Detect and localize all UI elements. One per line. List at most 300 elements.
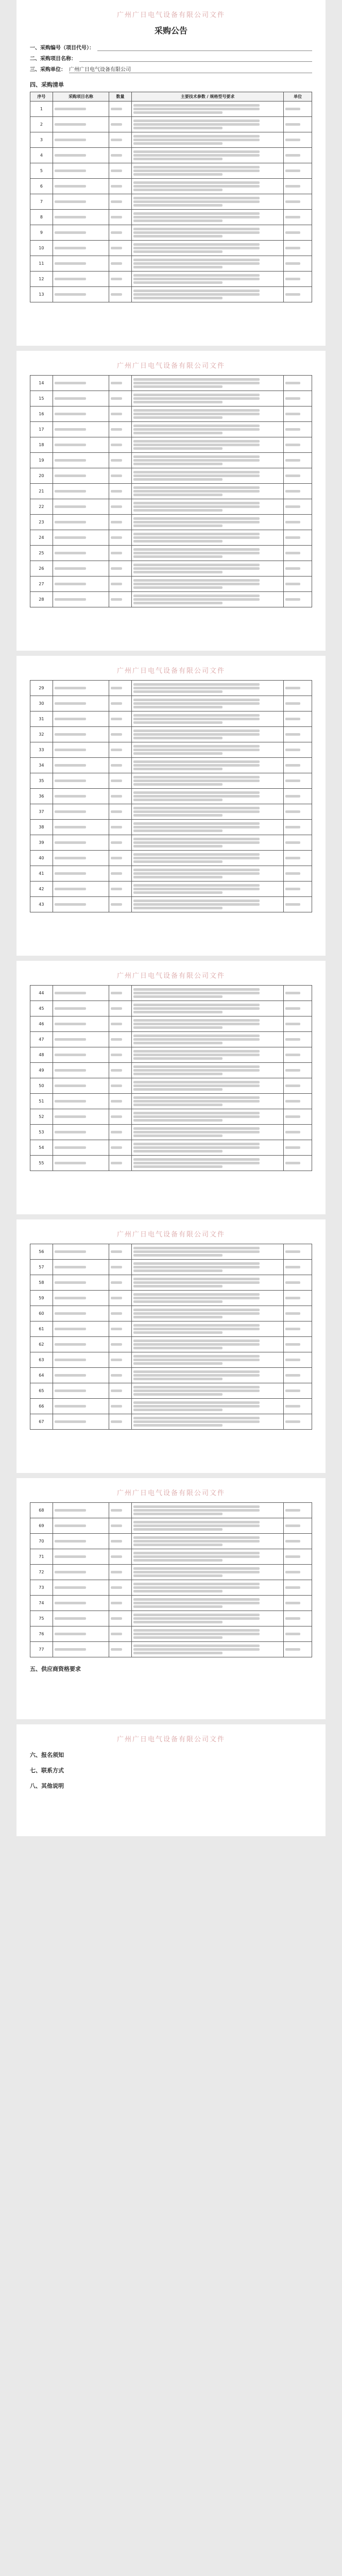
illegible-text-placeholder bbox=[133, 1648, 260, 1651]
cell-spec bbox=[131, 1580, 283, 1596]
cell-spec bbox=[131, 256, 283, 272]
illegible-text-placeholder bbox=[133, 1645, 260, 1647]
illegible-text-placeholder bbox=[133, 297, 223, 299]
cell-spec bbox=[131, 132, 283, 148]
cell-qty bbox=[109, 1518, 132, 1534]
cell-name bbox=[53, 711, 109, 727]
illegible-text-placeholder bbox=[55, 1162, 86, 1164]
cell-qty bbox=[109, 484, 132, 499]
illegible-text-placeholder bbox=[285, 1162, 300, 1164]
cell-spec bbox=[131, 530, 283, 546]
illegible-text-placeholder bbox=[133, 1104, 223, 1106]
illegible-text-placeholder bbox=[55, 826, 86, 828]
illegible-text-placeholder bbox=[55, 123, 86, 126]
cell-spec bbox=[131, 194, 283, 210]
illegible-text-placeholder bbox=[111, 687, 122, 689]
illegible-text-placeholder bbox=[111, 1555, 122, 1558]
table-row bbox=[30, 1352, 312, 1368]
illegible-text-placeholder bbox=[111, 1374, 122, 1377]
cell-spec bbox=[131, 1306, 283, 1321]
cell-name bbox=[53, 561, 109, 577]
illegible-text-placeholder bbox=[55, 1633, 86, 1635]
cell-spec bbox=[131, 1642, 283, 1657]
cell-name bbox=[53, 851, 109, 866]
cell-spec bbox=[131, 592, 283, 607]
illegible-text-placeholder bbox=[133, 783, 223, 786]
cell-name bbox=[53, 148, 109, 163]
cell-spec bbox=[131, 1321, 283, 1337]
cell-no: 49 bbox=[30, 1063, 53, 1078]
illegible-text-placeholder bbox=[133, 853, 260, 856]
illegible-text-placeholder bbox=[285, 826, 300, 828]
table-row bbox=[30, 1368, 312, 1383]
cell-qty bbox=[109, 437, 132, 453]
illegible-text-placeholder bbox=[111, 1343, 122, 1346]
cell-qty bbox=[109, 1001, 132, 1016]
illegible-text-placeholder bbox=[133, 1297, 260, 1299]
cell-unit bbox=[284, 1503, 312, 1518]
cell-name bbox=[53, 1078, 109, 1094]
illegible-text-placeholder bbox=[111, 1115, 122, 1118]
cell-name bbox=[53, 577, 109, 592]
cell-unit bbox=[284, 1321, 312, 1337]
illegible-text-placeholder bbox=[111, 428, 122, 431]
cell-qty bbox=[109, 1275, 132, 1291]
illegible-text-placeholder bbox=[133, 259, 260, 261]
cell-name bbox=[53, 1244, 109, 1260]
illegible-text-placeholder bbox=[133, 212, 260, 215]
illegible-text-placeholder bbox=[55, 1250, 86, 1253]
cell-qty bbox=[109, 1063, 132, 1078]
cell-qty bbox=[109, 1109, 132, 1125]
illegible-text-placeholder bbox=[133, 1347, 223, 1349]
illegible-text-placeholder bbox=[55, 687, 86, 689]
illegible-text-placeholder bbox=[133, 745, 260, 748]
illegible-text-placeholder bbox=[133, 142, 223, 145]
watermark-header: 广州广日电气设备有限公司文件 bbox=[116, 1736, 225, 1743]
illegible-text-placeholder bbox=[111, 718, 122, 720]
page-2 bbox=[16, 351, 326, 656]
illegible-text-placeholder bbox=[285, 583, 300, 585]
table-row bbox=[30, 132, 312, 148]
cell-unit bbox=[284, 773, 312, 789]
illegible-text-placeholder bbox=[111, 1069, 122, 1072]
illegible-text-placeholder bbox=[111, 795, 122, 798]
illegible-text-placeholder bbox=[111, 1038, 122, 1041]
cell-unit bbox=[284, 1094, 312, 1109]
cell-unit bbox=[284, 272, 312, 287]
cell-no: 5 bbox=[30, 163, 53, 179]
table-row bbox=[30, 546, 312, 561]
cell-name bbox=[53, 376, 109, 391]
illegible-text-placeholder bbox=[133, 1424, 223, 1427]
illegible-text-placeholder bbox=[285, 505, 300, 508]
cell-name bbox=[53, 1580, 109, 1596]
cell-unit bbox=[284, 1352, 312, 1368]
cell-qty bbox=[109, 1368, 132, 1383]
illegible-text-placeholder bbox=[133, 1571, 260, 1573]
cell-qty bbox=[109, 851, 132, 866]
cell-no: 39 bbox=[30, 835, 53, 851]
illegible-text-placeholder bbox=[111, 231, 122, 234]
illegible-text-placeholder bbox=[285, 278, 300, 280]
illegible-text-placeholder bbox=[133, 250, 223, 253]
cell-unit bbox=[284, 835, 312, 851]
cell-spec bbox=[131, 1352, 283, 1368]
cell-unit bbox=[284, 681, 312, 696]
cell-no: 37 bbox=[30, 804, 53, 820]
cell-unit bbox=[284, 117, 312, 132]
illegible-text-placeholder bbox=[285, 779, 300, 782]
illegible-text-placeholder bbox=[285, 262, 300, 265]
illegible-text-placeholder bbox=[285, 490, 300, 493]
illegible-text-placeholder bbox=[55, 1586, 86, 1589]
illegible-text-placeholder bbox=[55, 521, 86, 523]
illegible-text-placeholder bbox=[133, 829, 223, 832]
illegible-text-placeholder bbox=[111, 490, 122, 493]
illegible-text-placeholder bbox=[111, 1297, 122, 1299]
illegible-text-placeholder bbox=[55, 552, 86, 554]
cell-name bbox=[53, 1596, 109, 1611]
illegible-text-placeholder bbox=[133, 401, 223, 403]
cell-name bbox=[53, 1016, 109, 1032]
illegible-text-placeholder bbox=[285, 1297, 300, 1299]
table-row bbox=[30, 101, 312, 117]
cell-spec bbox=[131, 515, 283, 530]
cell-name bbox=[53, 1032, 109, 1047]
cell-unit bbox=[284, 1260, 312, 1275]
cell-spec bbox=[131, 1078, 283, 1094]
illegible-text-placeholder bbox=[55, 1281, 86, 1284]
table-row bbox=[30, 1156, 312, 1171]
illegible-text-placeholder bbox=[55, 1648, 86, 1651]
illegible-text-placeholder bbox=[55, 779, 86, 782]
illegible-text-placeholder bbox=[285, 397, 300, 400]
illegible-text-placeholder bbox=[133, 1513, 223, 1515]
cell-spec bbox=[131, 406, 283, 422]
illegible-text-placeholder bbox=[133, 876, 223, 878]
cell-no: 36 bbox=[30, 789, 53, 804]
illegible-text-placeholder bbox=[55, 1602, 86, 1604]
table-row bbox=[30, 422, 312, 437]
illegible-text-placeholder bbox=[133, 247, 260, 249]
illegible-text-placeholder bbox=[285, 1633, 300, 1635]
illegible-text-placeholder bbox=[55, 262, 86, 265]
illegible-text-placeholder bbox=[55, 1571, 86, 1573]
illegible-text-placeholder bbox=[55, 1524, 86, 1527]
cell-qty bbox=[109, 1399, 132, 1414]
table-row bbox=[30, 1032, 312, 1047]
cell-no: 71 bbox=[30, 1549, 53, 1565]
cell-spec bbox=[131, 1399, 283, 1414]
illegible-text-placeholder bbox=[111, 123, 122, 126]
cell-spec bbox=[131, 484, 283, 499]
illegible-text-placeholder bbox=[111, 552, 122, 554]
cell-qty bbox=[109, 1125, 132, 1140]
cell-unit bbox=[284, 711, 312, 727]
illegible-text-placeholder bbox=[285, 1281, 300, 1284]
cell-qty bbox=[109, 1321, 132, 1337]
illegible-text-placeholder bbox=[55, 1084, 86, 1087]
cell-spec bbox=[131, 1275, 283, 1291]
cell-name bbox=[53, 1414, 109, 1430]
illegible-text-placeholder bbox=[55, 718, 86, 720]
illegible-text-placeholder bbox=[133, 1100, 260, 1103]
cell-name bbox=[53, 1337, 109, 1352]
illegible-text-placeholder bbox=[133, 857, 260, 859]
illegible-text-placeholder bbox=[55, 1146, 86, 1149]
cell-spec bbox=[131, 437, 283, 453]
cell-spec bbox=[131, 851, 283, 866]
table-row bbox=[30, 681, 312, 696]
illegible-text-placeholder bbox=[133, 872, 260, 875]
cell-no: 20 bbox=[30, 468, 53, 484]
table-row bbox=[30, 1291, 312, 1306]
table-row bbox=[30, 758, 312, 773]
table-row bbox=[30, 577, 312, 592]
illegible-text-placeholder bbox=[133, 602, 223, 604]
illegible-text-placeholder bbox=[133, 1004, 260, 1006]
illegible-text-placeholder bbox=[55, 382, 86, 384]
cell-no: 3 bbox=[30, 132, 53, 148]
cell-unit bbox=[284, 1156, 312, 1171]
illegible-text-placeholder bbox=[133, 1544, 223, 1546]
cell-no: 68 bbox=[30, 1503, 53, 1518]
illegible-text-placeholder bbox=[133, 517, 260, 520]
cell-name bbox=[53, 287, 109, 302]
cell-unit bbox=[284, 1275, 312, 1291]
illegible-text-placeholder bbox=[133, 1247, 260, 1249]
illegible-text-placeholder bbox=[133, 1552, 260, 1554]
illegible-text-placeholder bbox=[111, 888, 122, 890]
illegible-text-placeholder bbox=[133, 730, 260, 732]
illegible-text-placeholder bbox=[133, 1605, 223, 1608]
illegible-text-placeholder bbox=[133, 1621, 223, 1623]
cell-spec bbox=[131, 986, 283, 1001]
cell-unit bbox=[284, 1291, 312, 1306]
illegible-text-placeholder bbox=[285, 810, 300, 813]
cell-no: 38 bbox=[30, 820, 53, 835]
illegible-text-placeholder bbox=[133, 555, 223, 558]
cell-name bbox=[53, 101, 109, 117]
illegible-text-placeholder bbox=[133, 173, 223, 176]
illegible-text-placeholder bbox=[55, 1509, 86, 1512]
cell-name bbox=[53, 1626, 109, 1642]
illegible-text-placeholder bbox=[55, 154, 86, 157]
illegible-text-placeholder bbox=[133, 1158, 260, 1161]
cell-unit bbox=[284, 287, 312, 302]
table-row bbox=[30, 561, 312, 577]
cell-qty bbox=[109, 804, 132, 820]
cell-name bbox=[53, 1291, 109, 1306]
cell-unit bbox=[284, 1032, 312, 1047]
meta-line-number bbox=[30, 43, 312, 51]
table-header-row bbox=[30, 92, 312, 101]
cell-unit bbox=[284, 742, 312, 758]
table-row bbox=[30, 241, 312, 256]
illegible-text-placeholder bbox=[111, 108, 122, 110]
cell-qty bbox=[109, 406, 132, 422]
illegible-text-placeholder bbox=[55, 841, 86, 844]
illegible-text-placeholder bbox=[285, 1038, 300, 1041]
table-row bbox=[30, 1503, 312, 1518]
table-row bbox=[30, 1321, 312, 1337]
watermark-header: 广州广日电气设备有限公司文件 bbox=[116, 972, 225, 980]
illegible-text-placeholder bbox=[133, 533, 260, 535]
cell-no: 16 bbox=[30, 406, 53, 422]
illegible-text-placeholder bbox=[111, 1602, 122, 1604]
illegible-text-placeholder bbox=[285, 1420, 300, 1423]
illegible-text-placeholder bbox=[133, 139, 260, 141]
illegible-text-placeholder bbox=[111, 154, 122, 157]
cell-name bbox=[53, 241, 109, 256]
table-row bbox=[30, 1611, 312, 1626]
cell-spec bbox=[131, 272, 283, 287]
cell-name bbox=[53, 194, 109, 210]
cell-unit bbox=[284, 530, 312, 546]
illegible-text-placeholder bbox=[133, 200, 260, 203]
cell-no: 14 bbox=[30, 376, 53, 391]
cell-name bbox=[53, 1503, 109, 1518]
watermark-header: 广州广日电气设备有限公司文件 bbox=[116, 362, 225, 370]
illegible-text-placeholder bbox=[133, 1405, 260, 1408]
cell-spec bbox=[131, 1063, 283, 1078]
cell-qty bbox=[109, 1140, 132, 1156]
watermark-header: 广州广日电气设备有限公司文件 bbox=[116, 1231, 225, 1239]
cell-no: 11 bbox=[30, 256, 53, 272]
cell-unit bbox=[284, 1016, 312, 1032]
cell-no: 7 bbox=[30, 194, 53, 210]
illegible-text-placeholder bbox=[285, 841, 300, 844]
cell-spec bbox=[131, 820, 283, 835]
cell-spec bbox=[131, 499, 283, 515]
illegible-text-placeholder bbox=[133, 1586, 260, 1589]
illegible-text-placeholder bbox=[285, 459, 300, 462]
cell-no: 73 bbox=[30, 1580, 53, 1596]
illegible-text-placeholder bbox=[133, 378, 260, 381]
cell-unit bbox=[284, 499, 312, 515]
cell-spec bbox=[131, 804, 283, 820]
cell-spec bbox=[131, 696, 283, 711]
cell-unit bbox=[284, 391, 312, 406]
illegible-text-placeholder bbox=[133, 567, 260, 570]
illegible-text-placeholder bbox=[285, 795, 300, 798]
cell-name bbox=[53, 1047, 109, 1063]
cell-spec bbox=[131, 577, 283, 592]
table-row bbox=[30, 1518, 312, 1534]
cell-unit bbox=[284, 1368, 312, 1383]
illegible-text-placeholder bbox=[111, 992, 122, 994]
illegible-text-placeholder bbox=[133, 471, 260, 473]
illegible-text-placeholder bbox=[55, 598, 86, 601]
illegible-text-placeholder bbox=[285, 200, 300, 203]
illegible-text-placeholder bbox=[111, 810, 122, 813]
illegible-text-placeholder bbox=[111, 749, 122, 751]
illegible-text-placeholder bbox=[133, 1393, 223, 1396]
illegible-text-placeholder bbox=[285, 552, 300, 554]
illegible-text-placeholder bbox=[285, 247, 300, 249]
illegible-text-placeholder bbox=[133, 1146, 260, 1149]
illegible-text-placeholder bbox=[133, 860, 223, 863]
illegible-text-placeholder bbox=[133, 1057, 223, 1060]
cell-unit bbox=[284, 210, 312, 225]
cell-qty bbox=[109, 117, 132, 132]
illegible-text-placeholder bbox=[133, 1254, 223, 1257]
illegible-text-placeholder bbox=[55, 1131, 86, 1133]
cell-qty bbox=[109, 132, 132, 148]
items-table-page-6 bbox=[30, 1502, 312, 1657]
illegible-text-placeholder bbox=[285, 1602, 300, 1604]
cell-spec bbox=[131, 561, 283, 577]
cell-name bbox=[53, 1306, 109, 1321]
cell-unit bbox=[284, 1596, 312, 1611]
illegible-text-placeholder bbox=[111, 1250, 122, 1253]
table-row bbox=[30, 391, 312, 406]
illegible-text-placeholder bbox=[111, 1633, 122, 1635]
table-row bbox=[30, 499, 312, 515]
cell-no: 30 bbox=[30, 696, 53, 711]
illegible-text-placeholder bbox=[111, 1586, 122, 1589]
illegible-text-placeholder bbox=[55, 1023, 86, 1025]
page-7 bbox=[16, 1724, 326, 1841]
cell-no: 26 bbox=[30, 561, 53, 577]
illegible-text-placeholder bbox=[285, 1389, 300, 1392]
illegible-text-placeholder bbox=[55, 992, 86, 994]
table-row bbox=[30, 1306, 312, 1321]
page-6 bbox=[16, 1478, 326, 1724]
cell-no: 18 bbox=[30, 437, 53, 453]
cell-no: 65 bbox=[30, 1383, 53, 1399]
illegible-text-placeholder bbox=[111, 1007, 122, 1010]
illegible-text-placeholder bbox=[111, 1389, 122, 1392]
table-row bbox=[30, 866, 312, 882]
cell-qty bbox=[109, 499, 132, 515]
cell-unit bbox=[284, 422, 312, 437]
cell-no: 72 bbox=[30, 1565, 53, 1580]
cell-qty bbox=[109, 1626, 132, 1642]
illegible-text-placeholder bbox=[133, 1505, 260, 1508]
meta-line-buyer bbox=[30, 65, 312, 73]
illegible-text-placeholder bbox=[133, 706, 223, 708]
illegible-text-placeholder bbox=[133, 189, 223, 191]
illegible-text-placeholder bbox=[111, 1648, 122, 1651]
table-row bbox=[30, 820, 312, 835]
illegible-text-placeholder bbox=[55, 200, 86, 203]
cell-unit bbox=[284, 1611, 312, 1626]
cell-qty bbox=[109, 272, 132, 287]
illegible-text-placeholder bbox=[133, 278, 260, 280]
cell-spec bbox=[131, 468, 283, 484]
illegible-text-placeholder bbox=[133, 1007, 260, 1010]
illegible-text-placeholder bbox=[285, 1405, 300, 1408]
illegible-text-placeholder bbox=[133, 502, 260, 504]
illegible-text-placeholder bbox=[285, 444, 300, 446]
illegible-text-placeholder bbox=[111, 262, 122, 265]
cell-unit bbox=[284, 727, 312, 742]
illegible-text-placeholder bbox=[133, 1536, 260, 1539]
illegible-text-placeholder bbox=[55, 397, 86, 400]
illegible-text-placeholder bbox=[55, 702, 86, 705]
illegible-text-placeholder bbox=[111, 764, 122, 767]
illegible-text-placeholder bbox=[285, 123, 300, 126]
cell-no: 52 bbox=[30, 1109, 53, 1125]
cell-unit bbox=[284, 1306, 312, 1321]
cell-qty bbox=[109, 882, 132, 897]
cell-unit bbox=[284, 194, 312, 210]
illegible-text-placeholder bbox=[133, 1340, 260, 1342]
cell-no: 42 bbox=[30, 882, 53, 897]
illegible-text-placeholder bbox=[55, 1297, 86, 1299]
